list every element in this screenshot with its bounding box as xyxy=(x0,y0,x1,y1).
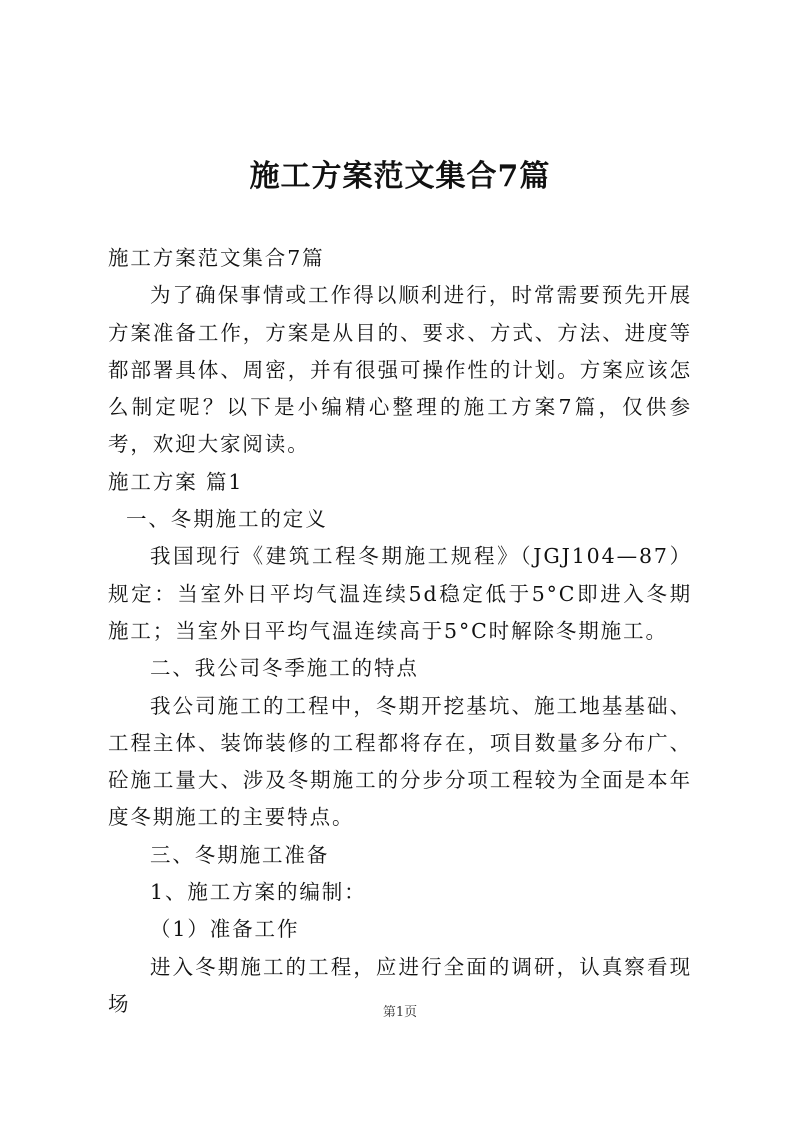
subtitle-paragraph: 施工方案范文集合7篇 xyxy=(108,246,325,270)
heading-winter-construction-definition: 一、冬期施工的定义 xyxy=(126,507,328,532)
intro-paragraph: 为了确保事情或工作得以顺利进行，时常需要预先开展方案准备工作，方案是从目的、要求、方式、方法、进度等都部署具体、周密，并有很强可操作性的计划。方案应该怎么制定呢？以下是小编精心整理的施工方案7篇，仅供参考，欢迎大家阅读。 xyxy=(108,283,692,457)
features-paragraph: 我公司施工的工程中，冬期开挖基坑、施工地基基础、工程主体、装饰装修的工程都将存在，项目数量多分布广、砼施工量大、涉及冬期施工的分步分项工程较为全面是本年度冬期施工的主要特点。 xyxy=(108,693,692,830)
document-title: 施工方案范文集合7篇 xyxy=(249,159,551,194)
section-heading-plan-1: 施工方案 篇1 xyxy=(108,469,244,494)
page-number: 第1页 xyxy=(382,1005,418,1020)
heading-plan-compilation: 1、施工方案的编制： xyxy=(150,880,367,905)
preparation-paragraph: 进入冬期施工的工程，应进行全面的调研，认真察看现场 xyxy=(108,954,692,1016)
heading-company-features: 二、我公司冬季施工的特点 xyxy=(150,656,419,681)
definition-paragraph: 我国现行《建筑工程冬期施工规程》（JGJ104—87）规定：当室外日平均气温连续5d稳定低于5°C即进入冬期施工；当室外日平均气温连续高于5°C时解除冬期施工。 xyxy=(108,544,692,643)
document-body xyxy=(108,240,692,1023)
heading-preparation-work: （1）准备工作 xyxy=(150,917,300,942)
heading-winter-preparation: 三、冬期施工准备 xyxy=(150,842,330,867)
